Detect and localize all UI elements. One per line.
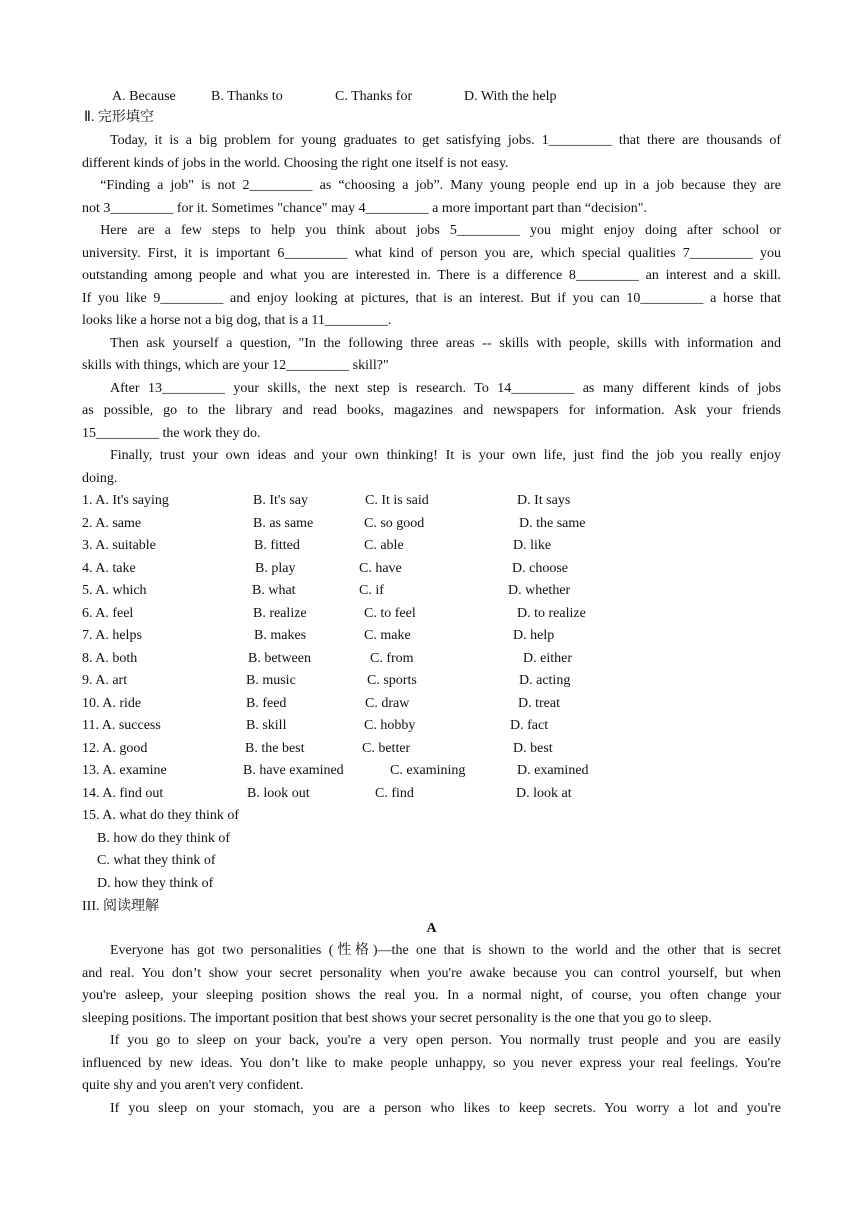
- option-a: A. Because: [112, 89, 176, 104]
- option-a: 5. A. which: [82, 583, 147, 598]
- option-b: B. the best: [245, 740, 305, 756]
- option-c: C. from: [370, 650, 414, 666]
- option-a: 2. A. same: [82, 515, 142, 531]
- option-d: D. look at: [516, 785, 572, 801]
- reading-line: sleeping positions. The important position that best shows your secret personality is the one that you go to sleep.: [82, 1010, 712, 1026]
- option-c: C. Thanks for: [335, 89, 413, 104]
- option-d: D. acting: [519, 673, 571, 688]
- passage-line: outstanding among people and what you are interested in. There is a difference 8_________ an interest and a skill.: [82, 268, 781, 283]
- option-b: B. what: [252, 583, 296, 598]
- option-b: B. It's say: [253, 493, 309, 508]
- option-d: D. best: [513, 740, 553, 756]
- passage-line: doing.: [82, 470, 118, 486]
- passage-line: skills with things, which are your 12_________ skill?": [82, 358, 389, 373]
- passage-line: looks like a horse not a big dog, that is a 11_________.: [82, 313, 392, 328]
- option-d: D. the same: [519, 515, 586, 531]
- option-d: D. treat: [518, 695, 560, 711]
- reading-line: Everyone has got two personalities (性格)—the one that is shown to the world and the other that is secret: [110, 943, 781, 958]
- option-a: 11. A. success: [82, 718, 161, 733]
- option-b: B. look out: [247, 785, 310, 801]
- option-a: 4. A. take: [82, 560, 136, 576]
- option-a: 1. A. It's saying: [82, 493, 169, 508]
- passage-line: not 3_________ for it. Sometimes "chance" may 4_________ a more important part than “decision".: [82, 200, 647, 216]
- option-b: B. realize: [253, 605, 307, 621]
- option-d: D. whether: [508, 583, 571, 598]
- option-b: B. skill: [246, 718, 287, 733]
- q15-option: 15. A. what do they think of: [82, 808, 240, 823]
- option-b: B. feed: [246, 695, 287, 711]
- option-d: D. to realize: [517, 605, 586, 621]
- option-d: D. either: [523, 650, 572, 666]
- option-b: B. music: [246, 673, 296, 688]
- option-c: C. better: [362, 740, 411, 756]
- section-2-title: Ⅱ. 完形填空: [84, 110, 154, 125]
- option-c: C. able: [364, 538, 404, 553]
- option-c: C. have: [359, 560, 402, 576]
- option-b: B. have examined: [243, 763, 344, 778]
- passage-line: different kinds of jobs in the world. Choosing the right one itself is not easy.: [82, 155, 509, 171]
- passage-line: 15_________ the work they do.: [82, 425, 261, 441]
- option-d: D. With the help: [464, 89, 557, 104]
- passage-line: If you like 9_________ and enjoy looking at pictures, that is an interest. But if you can 10_________ a horse that: [82, 290, 781, 306]
- option-c: C. if: [359, 583, 384, 598]
- passage-line: Then ask yourself a question, "In the following three areas -- skills with people, skills with information and: [110, 335, 781, 351]
- reading-line: If you sleep on your stomach, you are a person who likes to keep secrets. You worry a lot and you're: [110, 1100, 781, 1116]
- reading-line: you're asleep, your sleeping position shows the real you. In a normal night, of course, you often change your: [82, 988, 781, 1003]
- option-a: 10. A. ride: [82, 695, 142, 711]
- option-c: C. sports: [367, 673, 417, 688]
- passage-line: as possible, go to the library and read books, magazines and newspapers for information. Ask your friends: [82, 403, 781, 418]
- option-c: C. to feel: [364, 605, 416, 621]
- option-b: B. fitted: [254, 538, 300, 553]
- option-d: D. It says: [517, 493, 571, 508]
- option-c: C. find: [375, 785, 414, 801]
- option-a: 8. A. both: [82, 650, 138, 666]
- option-d: D. help: [513, 628, 555, 643]
- option-a: 13. A. examine: [82, 763, 167, 778]
- option-a: 7. A. helps: [82, 628, 142, 643]
- option-c: C. It is said: [365, 493, 429, 508]
- option-c: C. make: [364, 628, 411, 643]
- q15-option: C. what they think of: [97, 853, 216, 868]
- reading-line: influenced by new ideas. You don’t like to make people unhappy, so you never express your real feelings. You're: [82, 1055, 781, 1071]
- reading-line: If you go to sleep on your back, you're a very open person. You normally trust people and you are easily: [110, 1033, 781, 1048]
- option-b: B. play: [255, 560, 296, 576]
- option-c: C. so good: [364, 515, 425, 531]
- option-d: D. examined: [517, 763, 589, 778]
- option-d: D. choose: [512, 560, 568, 576]
- option-b: B. as same: [253, 515, 314, 531]
- part-a-title: A: [426, 921, 437, 936]
- passage-line: university. First, it is important 6_________ what kind of person you are, which special qualities 7_________ you: [82, 245, 781, 261]
- passage-line: Finally, trust your own ideas and your own thinking! It is your own life, just find the job you really enjoy: [110, 448, 781, 463]
- q15-option: B. how do they think of: [97, 830, 230, 846]
- option-c: C. draw: [365, 695, 410, 711]
- option-a: 14. A. find out: [82, 785, 164, 801]
- passage-line: Today, it is a big problem for young graduates to get satisfying jobs. 1_________ that there are thousands of: [110, 133, 781, 148]
- option-a: 9. A. art: [82, 673, 128, 688]
- option-d: D. like: [513, 538, 552, 553]
- passage-line: Here are a few steps to help you think about jobs 5_________ you might enjoy doing after school or: [100, 223, 781, 238]
- passage-line: After 13_________ your skills, the next step is research. To 14_________ as many different kinds of jobs: [110, 380, 781, 396]
- section-3-title: III. 阅读理解: [82, 899, 159, 914]
- option-a: 3. A. suitable: [82, 538, 156, 553]
- option-b: B. Thanks to: [211, 89, 283, 104]
- option-b: B. makes: [254, 628, 307, 643]
- option-a: 6. A. feel: [82, 605, 134, 621]
- reading-line: and real. You don’t show your secret personality when you're awake because you can control yourself, but when: [82, 965, 781, 981]
- reading-line: quite shy and you aren't very confident.: [82, 1078, 304, 1093]
- option-c: C. hobby: [364, 718, 416, 733]
- q15-option: D. how they think of: [97, 875, 214, 891]
- passage-line: “Finding a job" is not 2_________ as “choosing a job”. Many young people end up in a job because they are: [100, 178, 781, 193]
- option-a: 12. A. good: [82, 740, 148, 756]
- option-c: C. examining: [390, 763, 466, 778]
- option-d: D. fact: [510, 718, 549, 733]
- option-b: B. between: [248, 650, 311, 666]
